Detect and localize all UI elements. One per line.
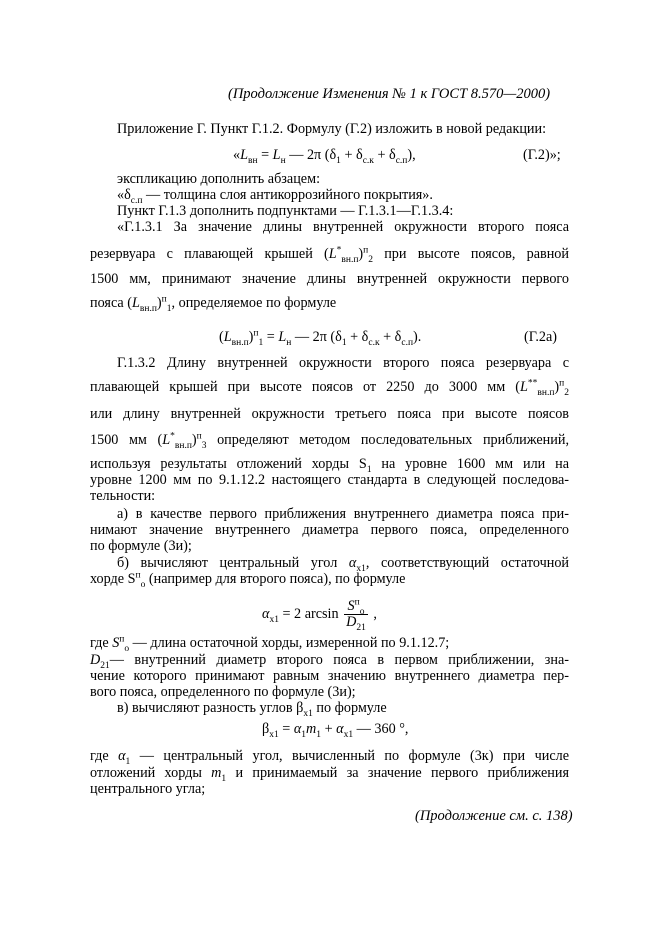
paragraph-line: по формуле (3и); [90, 538, 192, 554]
paragraph-line: а) в качестве первого приближения внутреннего диаметра пояса при- [117, 506, 569, 522]
paragraph-line: 1500 мм, принимают значение длины внутренней окружности первого [90, 271, 569, 287]
paragraph-line: где $\alpha_1$ — центральный угол, вычисленный по формуле (3к) при числе [90, 748, 570, 767]
paragraph-line: 1500 мм $(L^*_{вн.п})^п_3$ определяют методом последовательных приближений, [90, 431, 570, 451]
paragraph-line: «Г.1.3.1 За значение длины внутренней окружности второго пояса [117, 219, 569, 235]
paragraph-line: экспликацию дополнить абзацем: [117, 171, 321, 187]
running-header: (Продолжение Изменения № 1 к ГОСТ 8.570—2000) [228, 86, 551, 102]
paragraph-line: чение которого принимают равным значению внутреннего диаметра пер- [90, 668, 569, 684]
formula-g2a: $(L_{вн.п})^п_1 = L_н$ — 2π $(\delta_1 + \delta_{с.к} + \delta_{с.п})$. [219, 328, 422, 348]
paragraph-line: Г.1.3.2 Длину внутренней окружности второго пояса резервуара с [117, 355, 569, 371]
paragraph-line: где $S^п_о$ — длина остаточной хорды, измеренной по 9.1.12.7; [90, 634, 450, 654]
paragraph-line: плавающей крышей при высоте поясов от 2250 до 3000 мм $(L^{**}_{вн.п})^п_2$ [90, 378, 569, 398]
paragraph-line: в) вычисляют разность углов $\beta_{x1}$ по формуле [117, 700, 387, 719]
paragraph-line: тельности: [90, 488, 156, 504]
paragraph-line: используя результаты отложений хорды $S_1$ на уровне 1600 мм или на [90, 456, 569, 475]
paragraph-line: центрального угла; [90, 781, 206, 797]
paragraph-line: «$\delta_{с.п}$ — толщина слоя антикоррозийного покрытия». [117, 187, 433, 206]
running-footer: (Продолжение см. с. 138) [415, 808, 573, 824]
formula-alpha-x1: $\alpha_{x1} = 2$ arcsin $\frac{S^п_о}{D_{21}}$ , [262, 597, 377, 634]
paragraph-line: Приложение Г. Пункт Г.1.2. Формулу (Г.2) изложить в новой редакции: [117, 121, 547, 137]
paragraph-line: хорде $S^п_о$ (например для второго пояса), по формуле [90, 570, 406, 590]
paragraph-line: $D_{21}—$ внутренний диаметр второго пояса в первом приближении, зна- [90, 652, 569, 671]
paragraph-line: резервуара с плавающей крышей $(L^*_{вн.п})^п_2$ при высоте поясов, равной [90, 245, 569, 265]
formula-number: (Г.2)»; [523, 147, 561, 163]
paragraph-line: вого пояса, определенного по формуле (3и); [90, 684, 356, 700]
formula-beta-x1: $\beta_{x1} = \alpha_1m_1 + \alpha_{x1}$ — 360 °, [262, 721, 409, 740]
paragraph-line: отложений хорды $m_1$ и принимаемый за значение первого приближения [90, 765, 569, 784]
paragraph-line: Пункт Г.1.3 дополнить подпунктами — Г.1.3.1—Г.1.3.4: [117, 203, 454, 219]
formula-g2: «$L_{вн} = L_н$ — 2π $(\delta_1 + \delta_{с.к} + \delta_{с.п})$, [233, 147, 416, 166]
paragraph-line: или длину внутренней окружности третьего пояса при высоте поясов [90, 406, 569, 422]
paragraph-line: б) вычисляют центральный угол $\alpha_{x1}$, соответствующий остаточной [117, 555, 570, 574]
paragraph-line: уровне 1200 мм по 9.1.12.2 настоящего стандарта в следующей последова- [90, 472, 569, 488]
formula-number: (Г.2а) [524, 329, 557, 345]
paragraph-line: пояса $(L_{вн.п})^п_1$, определяемое по формуле [90, 294, 337, 314]
paragraph-line: нимают значение внутреннего диаметра первого пояса, определенного [90, 522, 569, 538]
